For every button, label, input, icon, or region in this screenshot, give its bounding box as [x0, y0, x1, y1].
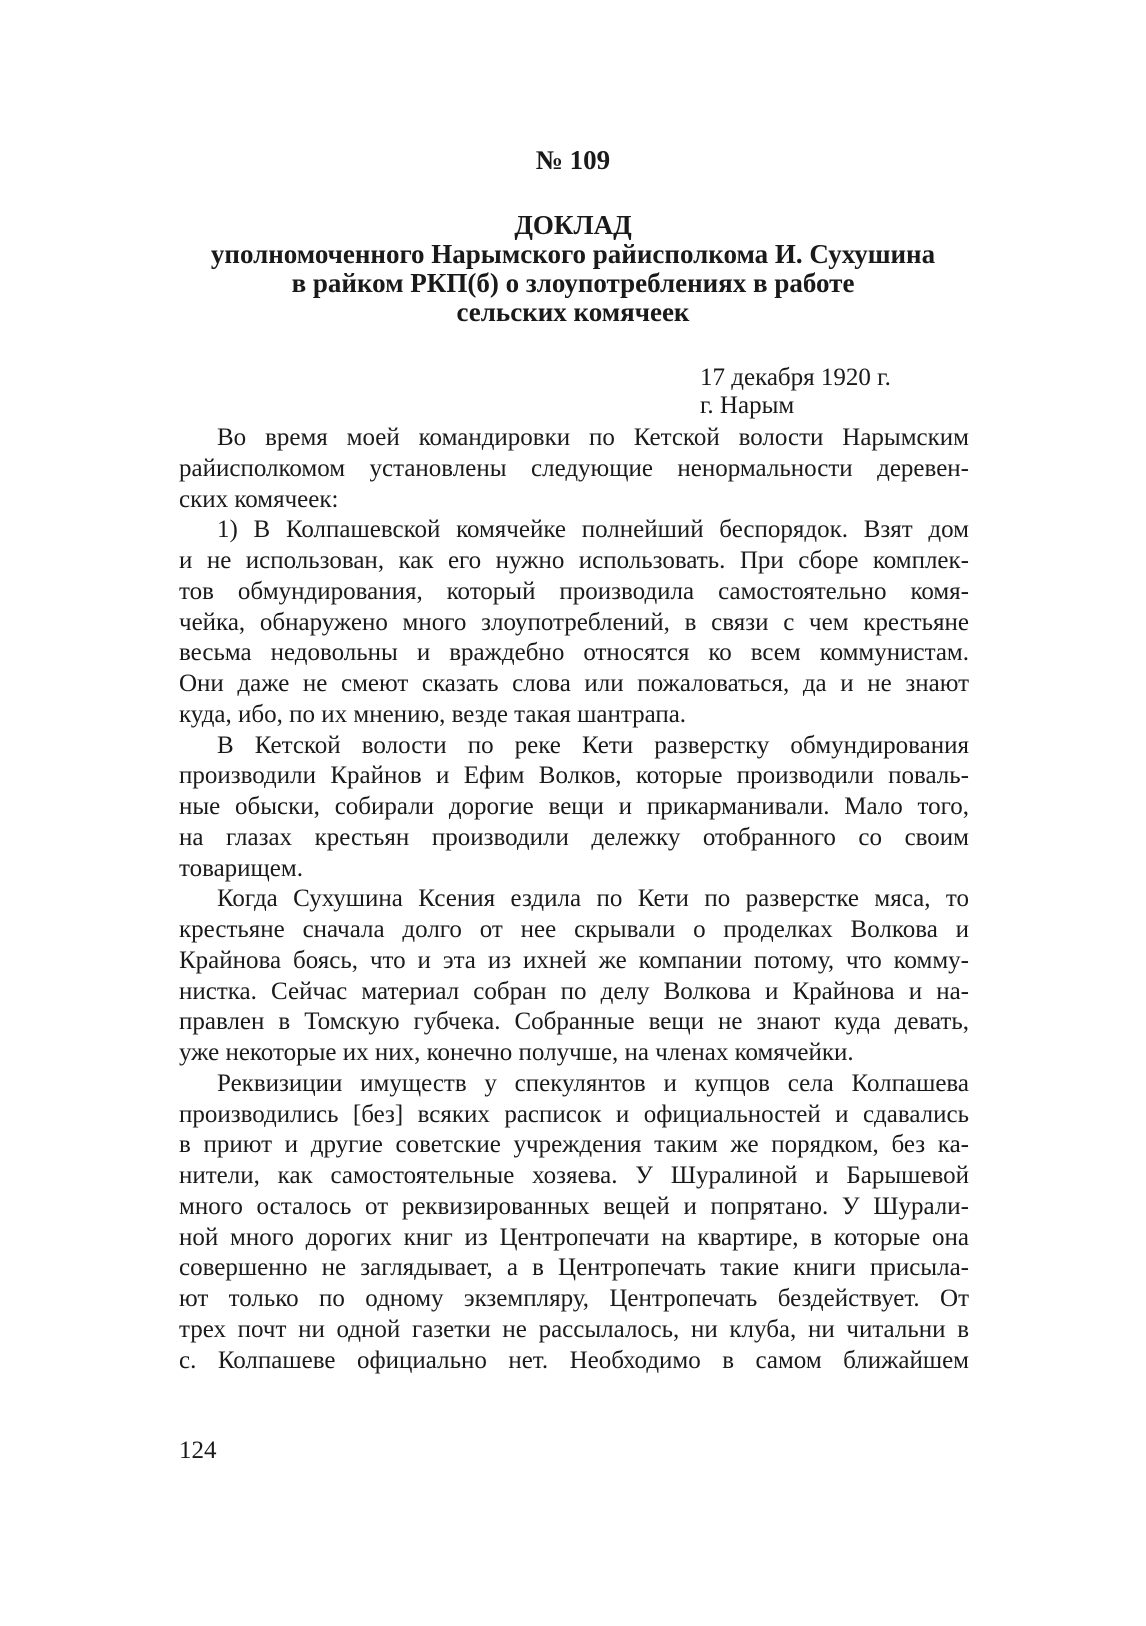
text-line: товарищем. [179, 854, 303, 882]
paragraph [179, 731, 969, 885]
text-line: ной много дорогих книг из Центропечати на квартире, в которые она [179, 1223, 969, 1251]
text-line: чейка, обнаружено много злоупотреблений, в связи с чем крестьяне [179, 608, 969, 636]
document-body [179, 423, 969, 1376]
text-line: 1) В Колпашевской комячейке полнейший беспорядок. Взят дом [217, 516, 969, 544]
text-line: нистка. Сейчас материал собран по делу Волкова и Крайнова и на- [179, 977, 969, 1005]
heading-line: ДОКЛАД [514, 210, 632, 240]
text-line: Крайнова боясь, что и эта из ихней же компании потому, что комму- [179, 946, 969, 974]
text-line: ные обыски, собирали дорогие вещи и прикарманивали. Мало того, [179, 793, 969, 820]
text-line: на глазах крестьян производили дележку отобранного со своим [179, 823, 969, 851]
document-number: № 109 [535, 145, 611, 175]
text-line: производились [без] всяких расписок и официальностей и сдавались [179, 1100, 969, 1128]
text-line: тов обмундирования, который производила самостоятельно комя- [179, 577, 969, 605]
text-line: ских комячеек: [179, 485, 339, 513]
text-line: совершенно не заглядывает, а в Центропечать такие книги присыла- [179, 1254, 969, 1282]
text-line: правлен в Томскую губчека. Собранные вещи не знают куда девать, [179, 1008, 969, 1036]
text-line: Во время моей командировки по Кетской волости Нарымским [217, 424, 969, 451]
text-line: куда, ибо, по их мнению, везде такая шантрапа. [179, 700, 687, 728]
document-place: г. Нарым [700, 392, 795, 419]
text-line: ют только по одному экземпляру, Центропечать бездействует. От [179, 1285, 969, 1312]
page-number: 124 [179, 1437, 217, 1464]
heading-line: в райком РКП(б) о злоупотреблениях в работе [291, 268, 855, 298]
heading-line: сельских комячеек [456, 297, 690, 327]
text-line: Они даже не смеют сказать слова или пожаловаться, да и не знают [179, 670, 969, 697]
paragraph [179, 515, 969, 730]
text-line: и не использован, как его нужно использовать. При сборе комплек- [179, 547, 969, 574]
document-date: 17 декабря 1920 г. [700, 364, 891, 391]
text-line: Реквизиции имуществ у спекулянтов и купцов села Колпашева [217, 1069, 969, 1097]
text-line: много осталось от реквизированных вещей и попрятано. У Шурали- [179, 1192, 969, 1220]
text-line: уже некоторые их них, конечно получше, на членах комячейки. [179, 1039, 854, 1066]
paragraph [179, 884, 969, 1069]
text-line: с. Колпашеве официально нет. Необходимо в самом ближайшем [179, 1346, 969, 1374]
text-line: весьма недовольны и враждебно относятся ко всем коммунистам. [179, 639, 969, 667]
paragraph [179, 1069, 969, 1377]
text-line: нители, как самостоятельные хозяева. У Шуралиной и Барышевой [179, 1162, 969, 1189]
text-line: в приют и другие советские учреждения таким же порядком, без ка- [179, 1131, 969, 1159]
heading-line: уполномоченного Нарымского райисполкома И. Сухушина [210, 239, 936, 269]
document-dateline [700, 364, 891, 420]
text-line: райисполкомом установлены следующие ненормальности деревен- [179, 454, 969, 482]
paragraph [179, 423, 969, 515]
text-line: трех почт ни одной газетки не рассылалось, ни клуба, ни читальни в [179, 1315, 969, 1343]
text-line: В Кетской волости по реке Кети разверстку обмундирования [217, 731, 969, 759]
text-line: производили Крайнов и Ефим Волков, которые производили поваль- [179, 762, 969, 790]
text-line: крестьяне сначала долго от нее скрывали о проделках Волкова и [179, 916, 969, 943]
text-line: Когда Сухушина Ксения ездила по Кети по разверстке мяса, то [217, 885, 969, 913]
document-heading [160, 211, 986, 327]
